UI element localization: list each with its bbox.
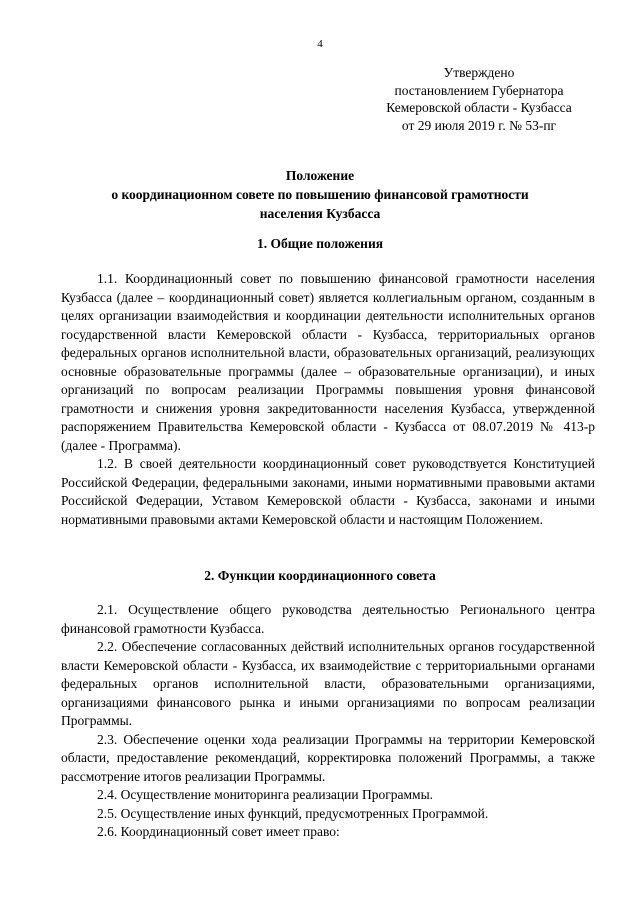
title-line: населения Кузбасса: [259, 206, 381, 221]
approval-line: Утверждено: [443, 65, 515, 80]
paragraph-2-5: 2.5. Осуществление иных функций, предусмотренных Программой.: [97, 805, 489, 821]
paragraph-2-6: 2.6. Координационный совет имеет право:: [97, 824, 340, 839]
section-1-body: [61, 270, 595, 529]
title-line: Положение: [285, 168, 355, 183]
approval-stamp: [376, 64, 582, 134]
paragraph-1-2: 1.2. В своей деятельности координационный совет руководствуется Конституцией Российской Федерации, федеральными законами, иными нормативными правовыми актами Российской Федерации, Уставом Кемеровской области - Кузбасса, законами и иными нормативными правовыми актами Кемеровской области и настоящим Положением.: [61, 456, 595, 527]
paragraph-2-2: 2.2. Обеспечение согласованных действий исполнительных органов государственной власти Кемеровской области - Кузбасса, их взаимодействие с территориальными органами федеральных органов исполнительной власти, образовательными организациями, организациями финансового рынка и иными организациями по вопросам реализации Программы.: [61, 639, 595, 728]
page-number: 4: [317, 38, 323, 50]
approval-line: Кемеровской области - Кузбасса: [386, 100, 572, 115]
paragraph-2-4: 2.4. Осуществление мониторинга реализации Программы.: [97, 787, 434, 802]
document-title: [60, 166, 580, 223]
section-2-heading: 2. Функции координационного совета: [204, 568, 436, 583]
paragraph-2-3: 2.3. Обеспечение оценки хода реализации Программы на территории Кемеровской области, предоставление рекомендаций, корректировка положений Программы, а также рассмотрение итогов реализации Программы.: [61, 731, 595, 784]
paragraph-2-1: 2.1. Осуществление общего руководства деятельностью Регионального центра финансовой грамотности Кузбасса.: [61, 602, 595, 636]
approval-line: от 29 июля 2019 г. № 53-пг: [401, 117, 557, 133]
section-2-body: [61, 601, 595, 842]
paragraph-1-1: 1.1. Координационный совет по повышению финансовой грамотности населения Кузбасса (далее – координационный совет) является коллегиальным органом, созданным в целях организации взаимодействия и координации деятельности исполнительных органов государственной власти Кемеровской области - Кузбасса, территориальных органов федеральных органов исполнительной власти, образовательных организаций, реализующих основные образовательные программы (далее – образовательные организации), и иных организаций по вопросам реализации Программы повышения уровня финансовой грамотности и снижения уровня закредитованности населения Кузбасса, утвержденной распоряжением Правительства Кемеровской области - Кузбасса от 08.07.2019 № 413-р (далее - Программа).: [61, 271, 595, 453]
section-1-heading: 1. Общие положения: [256, 236, 384, 251]
approval-line: постановлением Губернатора: [394, 82, 564, 98]
title-line: о координационном совете по повышению финансовой грамотности: [111, 187, 529, 202]
